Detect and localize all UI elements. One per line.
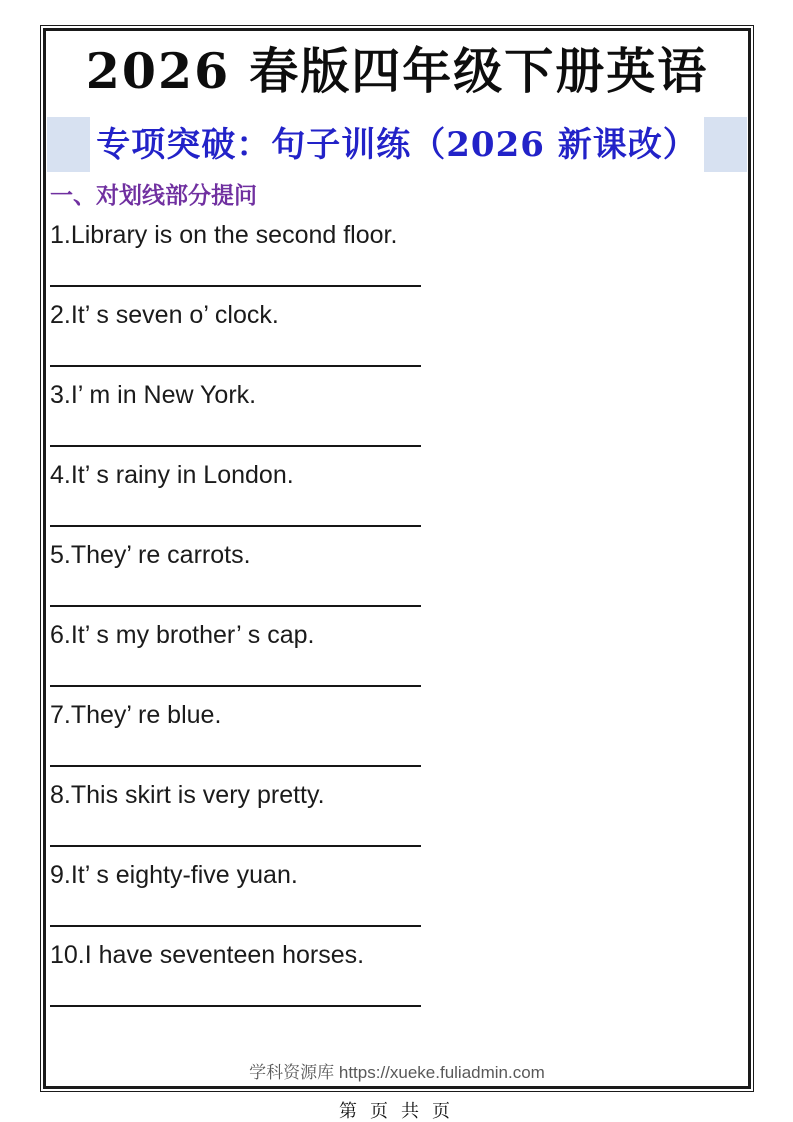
question-sentence: 2.It’ s seven o’ clock. (50, 301, 279, 329)
question-item-6 (50, 619, 744, 699)
question-item-9 (50, 859, 744, 939)
question-sentence: 8.This skirt is very pretty. (50, 781, 325, 809)
answer-blank-line (50, 765, 421, 767)
question-sentence: 4.It’ s rainy in London. (50, 461, 294, 489)
document-title: 2026 春版四年级下册英语 (85, 42, 709, 100)
question-item-5 (50, 539, 744, 619)
question-sentence: 10.I have seventeen horses. (50, 941, 365, 969)
page-number-footer: 第 页 共 页 (338, 1101, 454, 1121)
question-item-2 (50, 299, 744, 379)
question-sentence: 9.It’ s eighty-five yuan. (50, 861, 298, 889)
highlight-block-right (704, 117, 747, 172)
answer-blank-line (50, 365, 421, 367)
subtitle-row (47, 117, 747, 173)
question-item-4 (50, 459, 744, 539)
answer-blank-line (50, 845, 421, 847)
answer-blank-line (50, 1005, 421, 1007)
question-item-3 (50, 379, 744, 459)
page-border-inner (43, 28, 751, 1089)
question-sentence: 3.I’ m in New York. (50, 381, 257, 409)
question-list (50, 219, 744, 1019)
question-sentence: 7.They’ re blue. (50, 701, 222, 729)
answer-blank-line (50, 925, 421, 927)
answer-blank-line (50, 445, 421, 447)
answer-blank-line (50, 285, 421, 287)
footer-source-watermark: 学科资源库 https://xueke.fuliadmin.com (249, 1063, 545, 1082)
question-item-7 (50, 699, 744, 779)
highlight-block-left (47, 117, 90, 172)
question-item-10 (50, 939, 744, 1019)
answer-blank-line (50, 685, 421, 687)
question-sentence: 1.Library is on the second floor. (50, 221, 398, 249)
section-heading: 一、对划线部分提问 (50, 182, 257, 208)
question-sentence: 5.They’ re carrots. (50, 541, 251, 569)
answer-blank-line (50, 525, 421, 527)
document-subtitle: 专项突破：句子训练（2026 新课改） (96, 125, 698, 165)
question-item-8 (50, 779, 744, 859)
question-item-1 (50, 219, 744, 299)
page-border (40, 25, 754, 1092)
question-sentence: 6.It’ s my brother’ s cap. (50, 621, 315, 649)
answer-blank-line (50, 605, 421, 607)
